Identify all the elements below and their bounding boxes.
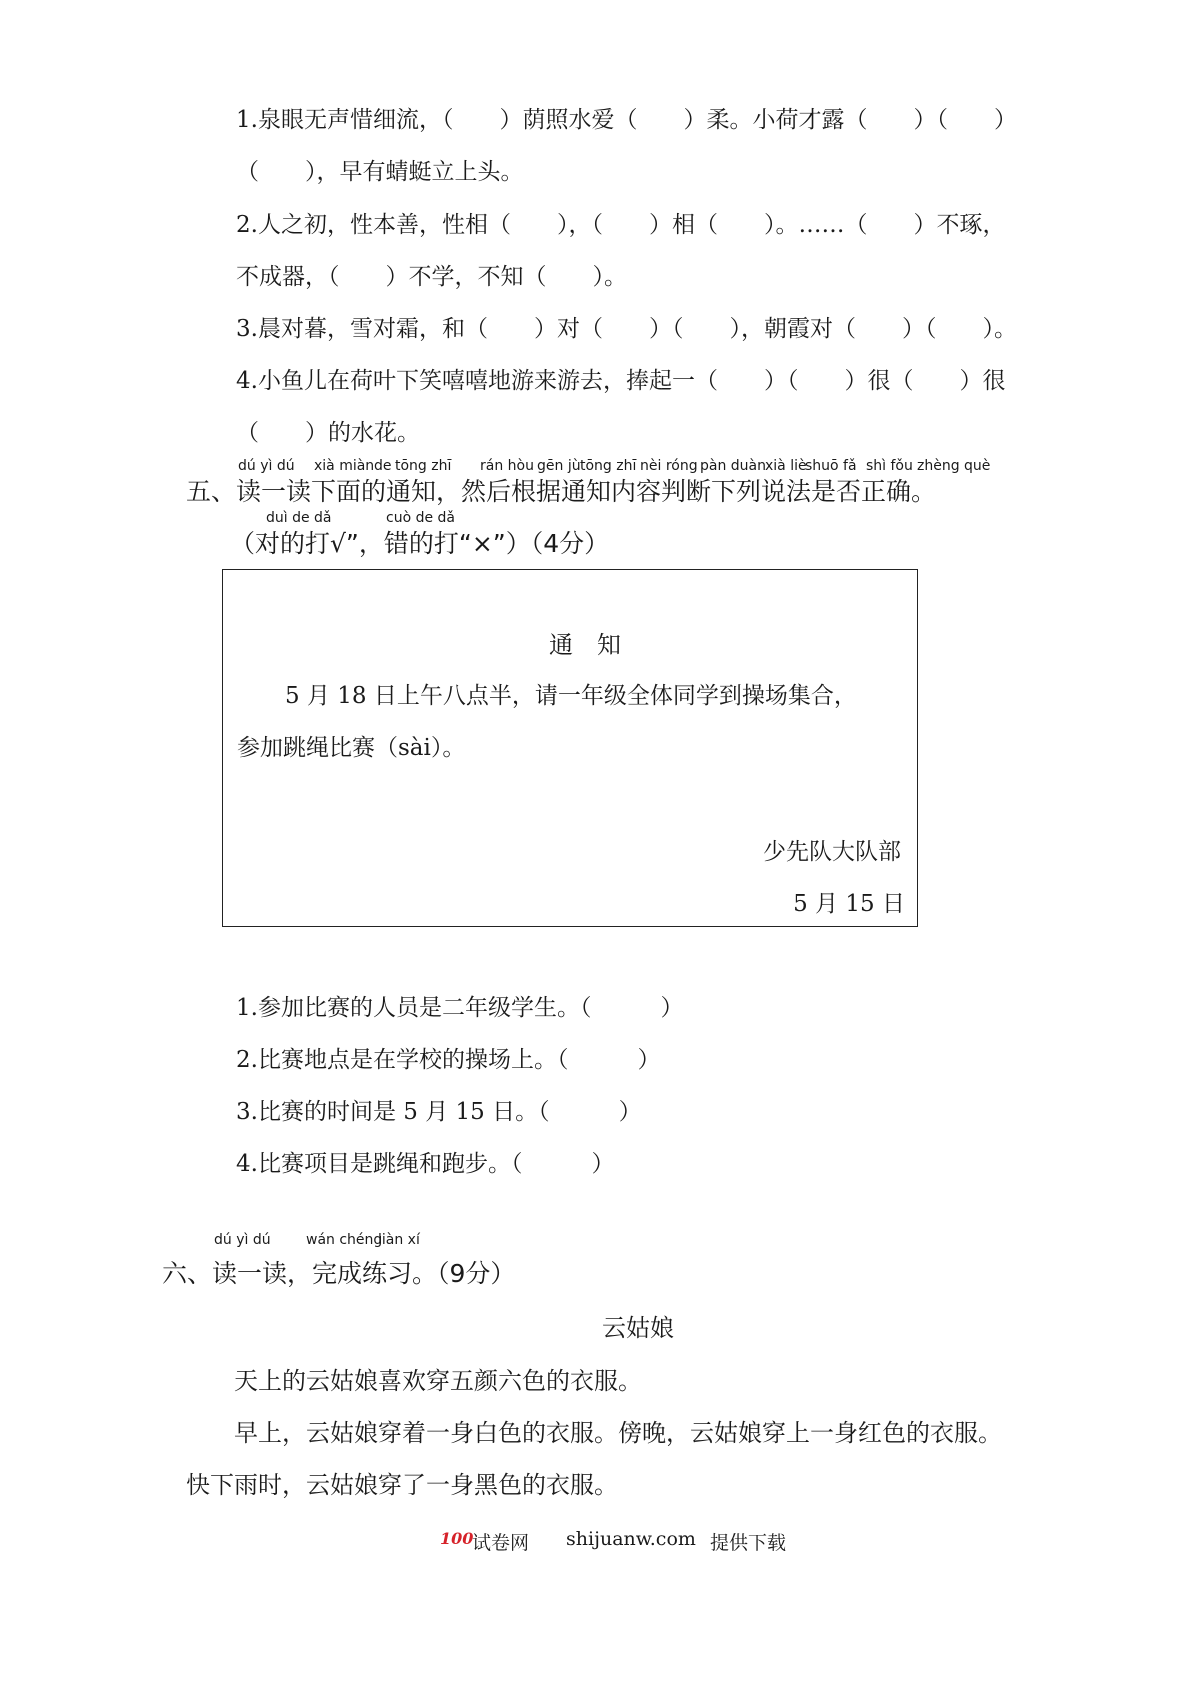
story-paragraph-1: 天上的云姑娘喜欢穿五颜六色的衣服。 — [234, 1367, 642, 1395]
pinyin-annotation: dú yì dú — [238, 458, 295, 474]
pinyin-annotation: xià liè — [765, 458, 807, 474]
notice-body-line-1: 5 月 18 日上午八点半，请一年级全体同学到操场集合， — [285, 683, 857, 709]
pinyin-annotation: xià miàn — [314, 458, 375, 474]
pinyin-annotation: duì de dǎ — [266, 510, 332, 526]
fill-blank-line-3: 2.人之初，性本善，性相（ ），（ ）相（ ）。……（ ）不琢， — [236, 212, 1006, 238]
site-logo: 100 — [440, 1529, 474, 1548]
pinyin-annotation: shuō fǎ — [805, 458, 857, 474]
fill-blank-line-1: 1.泉眼无声惜细流，（ ）荫照水爱（ ）柔。小荷才露（ ）（ ） — [236, 107, 1017, 133]
fill-blank-line-4: 不成器，（ ）不学，不知（ ）。 — [236, 264, 627, 290]
pinyin-annotation: dú yì dú — [214, 1232, 271, 1248]
fill-blank-line-7: （ ）的水花。 — [236, 420, 420, 446]
fill-blank-line-5: 3.晨对暮，雪对霜，和（ ）对（ ）（ ），朝霞对（ ）（ ）。 — [236, 316, 1017, 342]
section-5-title: 五、读一读下面的通知，然后根据通知内容判断下列说法是否正确。 — [186, 477, 937, 506]
pinyin-annotation: liàn xí — [378, 1232, 420, 1248]
judgement-question-3: 3.比赛的时间是 5 月 15 日。（ ） — [236, 1099, 642, 1125]
pinyin-annotation: tōng zhī — [580, 458, 637, 474]
story-paragraph-2: 早上，云姑娘穿着一身白色的衣服。傍晚，云姑娘穿上一身红色的衣服。 — [234, 1419, 1002, 1447]
pinyin-annotation: rán hòu — [480, 458, 534, 474]
notice-signature: 少先队大队部 — [763, 839, 901, 865]
pinyin-annotation: shì fǒu — [866, 458, 913, 474]
pinyin-annotation: zhèng què — [917, 458, 991, 474]
fill-blank-line-2: （ ），早有蜻蜓立上头。 — [236, 159, 524, 185]
section-6-title: 六、读一读，完成练习。（9分） — [162, 1259, 516, 1288]
pinyin-annotation: pàn duàn — [700, 458, 767, 474]
pinyin-annotation: wán chéng — [306, 1232, 383, 1248]
pinyin-annotation: cuò de dǎ — [386, 510, 456, 526]
judgement-question-1: 1.参加比赛的人员是二年级学生。（ ） — [236, 995, 684, 1021]
notice-date: 5 月 15 日 — [793, 891, 905, 917]
notice-box — [222, 569, 918, 927]
story-paragraph-3: 快下雨时，云姑娘穿了一身黑色的衣服。 — [186, 1471, 618, 1499]
story-title: 云姑娘 — [602, 1314, 674, 1342]
footer-note: 提供下载 — [710, 1532, 787, 1554]
footer-url[interactable]: shijuanw.com — [566, 1528, 696, 1550]
judgement-question-4: 4.比赛项目是跳绳和跑步。（ ） — [236, 1151, 615, 1177]
fill-blank-line-6: 4.小鱼儿在荷叶下笑嘻嘻地游来游去，捧起一（ ）（ ）很（ ）很 — [236, 368, 1006, 394]
pinyin-annotation: nèi róng — [640, 458, 698, 474]
pinyin-annotation: de — [374, 458, 392, 474]
section-5-instruction: （对的打√”，错的打“×”）（4分） — [230, 529, 610, 558]
pinyin-annotation: tōng zhī — [395, 458, 452, 474]
judgement-question-2: 2.比赛地点是在学校的操场上。（ ） — [236, 1047, 661, 1073]
footer-site-name: 试卷网 — [472, 1532, 530, 1554]
notice-title: 通 知 — [549, 631, 621, 659]
notice-body-line-2: 参加跳绳比赛（sài）。 — [237, 735, 466, 761]
pinyin-annotation: gēn jù — [537, 458, 581, 474]
